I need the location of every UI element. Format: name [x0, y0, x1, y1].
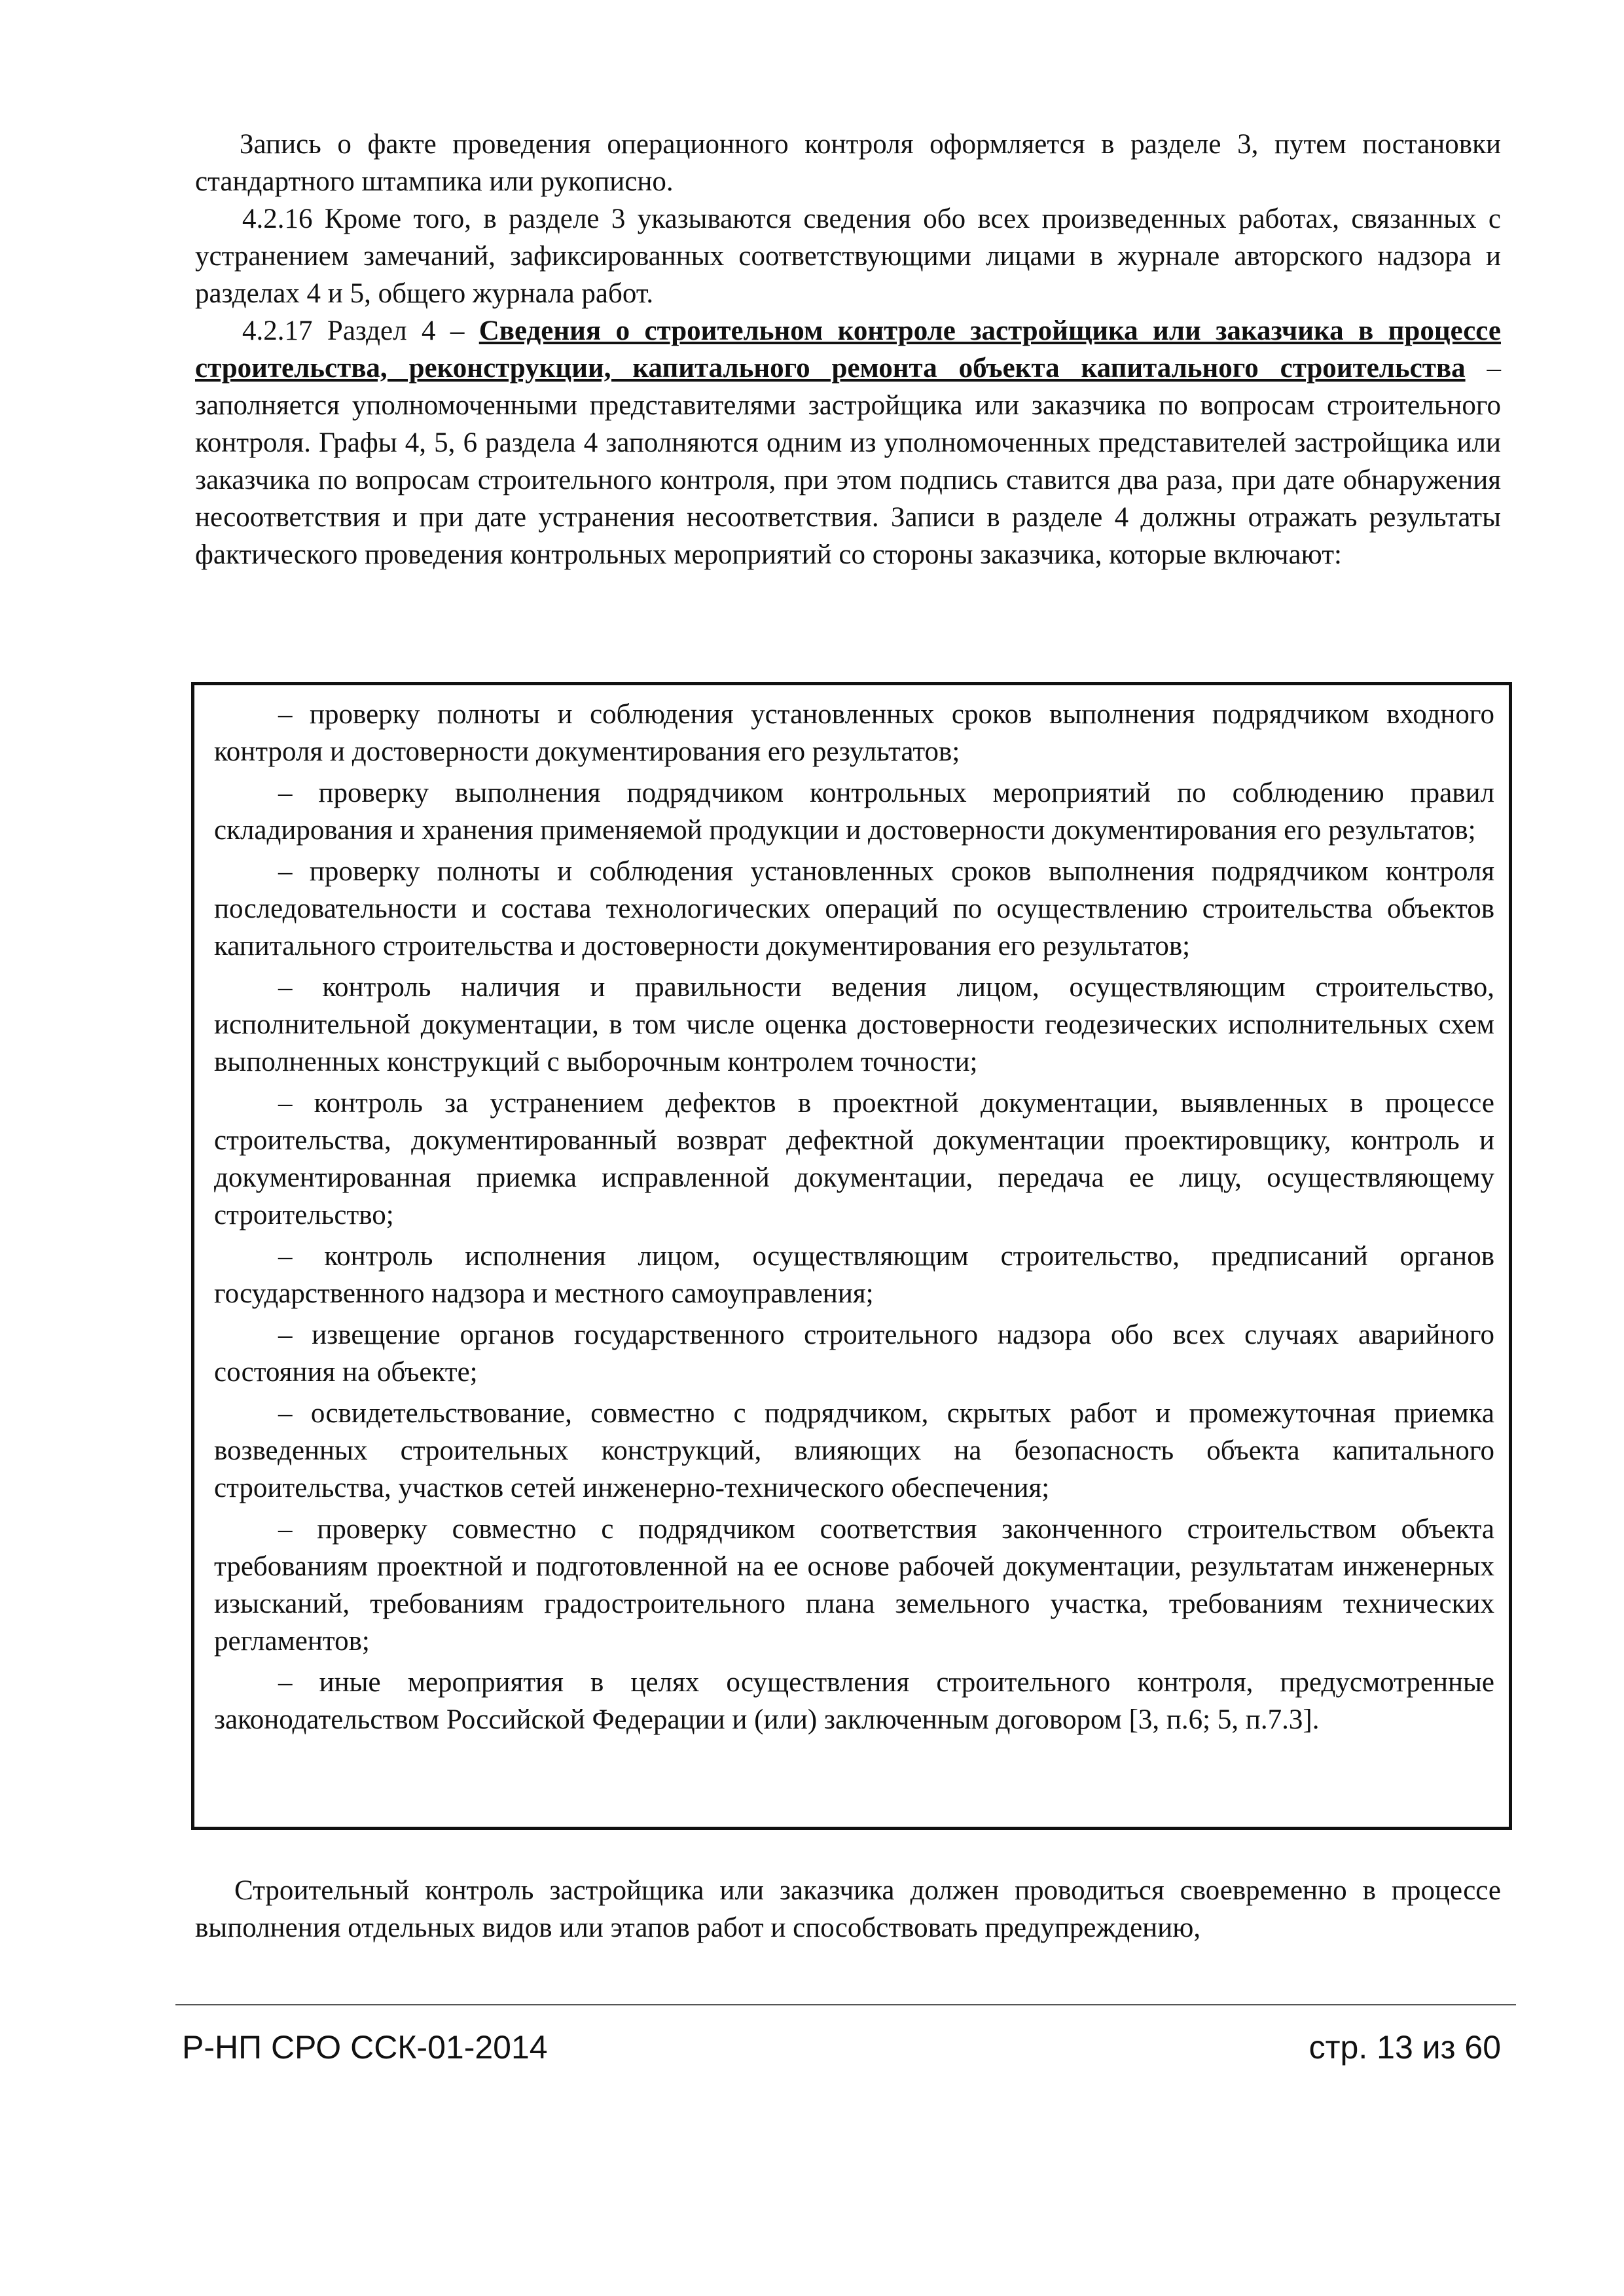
paragraph-operational-control-record: Запись о факте проведения операционного контроля оформляется в разделе 3, путем постановки стандартного штампика или рукописно. — [195, 129, 1501, 197]
control-measures-box — [191, 682, 1512, 1830]
closing-text — [195, 1872, 1501, 1946]
list-item: – извещение органов государственного строительного надзора обо всех случаях аварийного состояния на объекте; — [214, 1319, 1494, 1388]
footer-divider — [175, 2004, 1516, 2005]
page-number: стр. 13 из 60 — [1308, 2029, 1501, 2066]
paragraph-4-2-17 — [195, 312, 1501, 573]
paragraph-closing: Строительный контроль застройщика или заказчика должен проводиться своевременно в процессе выполнения отдельных видов или этапов работ и способствовать предупреждению, — [195, 1875, 1501, 1943]
list-item: – проверку полноты и соблюдения установленных сроков выполнения подрядчиком входного контроля и достоверности документирования его результатов; — [214, 699, 1494, 767]
list-item: – контроль за устранением дефектов в проектной документации, выявленных в процессе строительства, документированный возврат дефектной документации проектировщику, контроль и документированная приемка исправленной документации, передача ее лицу, осуществляющему строительство; — [214, 1088, 1494, 1230]
list-item: – проверку выполнения подрядчиком контрольных мероприятий по соблюдению правил складирования и хранения применяемой продукции и достоверности документирования его результатов; — [214, 778, 1494, 846]
main-text — [195, 126, 1501, 573]
document-code: Р-НП СРО ССК-01-2014 — [182, 2029, 548, 2066]
section-4-title: Сведения о строительном контроле застройщика или заказчика в процессе строительства, реконструкции, капитального ремонта объекта капитального строительства — [195, 315, 1501, 384]
list-item: – контроль исполнения лицом, осуществляющим строительство, предписаний органов государственного надзора и местного самоуправления; — [214, 1241, 1494, 1309]
list-item: – иные мероприятия в целях осуществления строительного контроля, предусмотренные законодательством Российской Федерации и (или) заключенным договором [3, п.6; 5, п.7.3]. — [214, 1667, 1494, 1735]
list-item: – освидетельствование, совместно с подрядчиком, скрытых работ и промежуточная приемка возведенных строительных конструкций, влияющих на безопасность объекта капитального строительства, участков сетей инженерно-технического обеспечения; — [214, 1398, 1494, 1503]
list-item: – проверку полноты и соблюдения установленных сроков выполнения подрядчиком контроля последовательности и состава технологических операций по осуществлению строительства объектов капитального строительства и достоверности документирования его результатов; — [214, 856, 1494, 961]
clause-text: – заполняется уполномоченными представителями застройщика или заказчика по вопросам строительного контроля. Графы 4, 5, 6 раздела 4 заполняются одним из уполномоченных представителей застройщика или заказчика по вопросам строительного контроля, при этом подпись ставится два раза, при дате обнаружения несоответствия и при дате устранения несоответствия. Записи в разделе 4 должны отражать результаты фактического проведения контрольных мероприятий со стороны заказчика, которые включают: — [195, 353, 1502, 570]
paragraph-4-2-16: 4.2.16 Кроме того, в разделе 3 указываются сведения обо всех произведенных работах, связанных с устранением замечаний, зафиксированных соответствующими лицами в журнале авторского надзора и разделах 4 и 5, общего журнала работ. — [195, 204, 1501, 309]
clause-number: 4.2.17 Раздел 4 – — [242, 315, 479, 346]
list-item: – проверку совместно с подрядчиком соответствия законченного строительством объекта требованиям проектной и подготовленной на ее основе рабочей документации, результатам инженерных изысканий, требованиям градостроительного плана земельного участка, требованиям технических регламентов; — [214, 1514, 1494, 1657]
list-item: – контроль наличия и правильности ведения лицом, осуществляющим строительство, исполнительной документации, в том числе оценка достоверности геодезических исполнительных схем выполненных конструкций с выборочным контролем точности; — [214, 972, 1494, 1077]
